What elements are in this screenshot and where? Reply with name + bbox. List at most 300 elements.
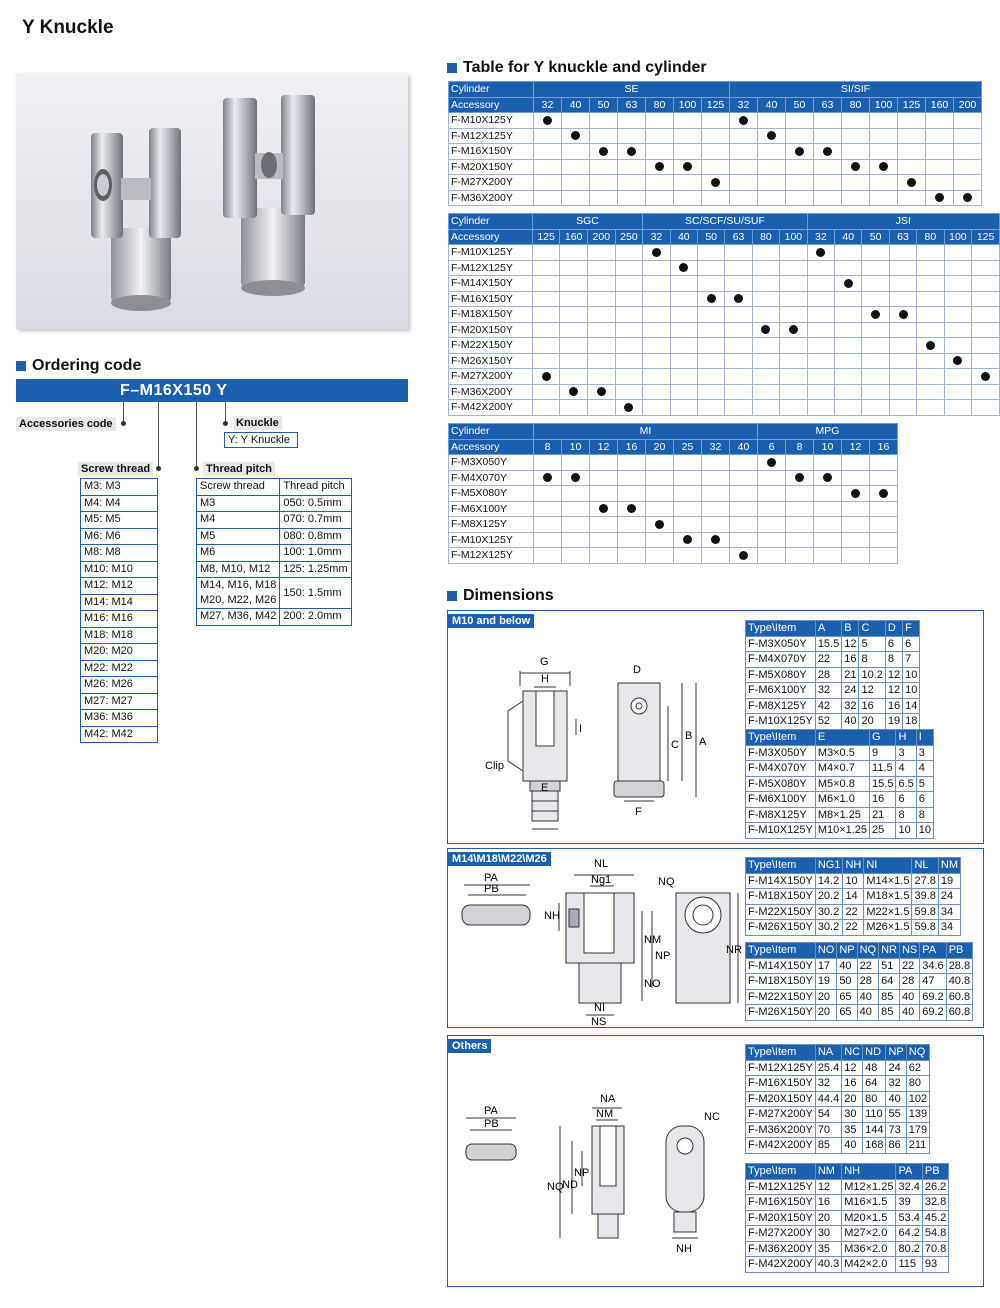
dimension-cell: 32.8 (922, 1195, 948, 1211)
screw-thread-cell: M20: M20 (81, 644, 158, 661)
dimension-row (746, 1005, 973, 1021)
dimension-row (746, 1122, 930, 1138)
compat-cell (646, 470, 674, 486)
compat-cell (670, 338, 697, 354)
dimension-header-cell: NM (815, 1164, 841, 1180)
compat-cell (814, 470, 842, 486)
dimension-cell: 6 (903, 636, 920, 652)
dimension-header-cell: H (896, 730, 916, 746)
compat-cell (532, 322, 560, 338)
dimension-table (745, 729, 934, 839)
compat-cell (972, 307, 1000, 323)
compat-cell (670, 307, 697, 323)
compat-cell (534, 517, 562, 533)
dimension-cell: F-M42X200Y (746, 1257, 816, 1273)
cylinder-group: SI/SIF (730, 82, 982, 98)
accessory-name: F-M22X150Y (449, 338, 533, 354)
compat-cell (618, 128, 646, 144)
pitch-cell: 200: 2.0mm (280, 609, 351, 626)
compat-cell (643, 353, 670, 369)
compat-cell (917, 245, 944, 261)
compat-cell (588, 338, 616, 354)
compat-cell (972, 400, 1000, 416)
compat-cell (835, 338, 862, 354)
accessory-row (449, 245, 1000, 261)
dimension-cell: 85 (815, 1138, 841, 1154)
screw-thread-row (81, 660, 158, 677)
accessory-row (449, 190, 982, 206)
compat-cell (842, 455, 870, 471)
bore-size: 63 (618, 97, 646, 113)
compat-cell (780, 384, 808, 400)
compat-cell (697, 338, 724, 354)
dimension-header-cell: ND (863, 1045, 886, 1061)
compat-cell (807, 245, 834, 261)
dimension-header-cell: D (885, 621, 902, 637)
accessory-row (449, 548, 898, 564)
compat-cell (862, 322, 889, 338)
compat-cell (889, 276, 916, 292)
compat-cell (889, 400, 916, 416)
dimension-cell: 22 (843, 904, 864, 920)
compat-cell (780, 307, 808, 323)
dimension-cell: 10 (843, 873, 864, 889)
dimension-cell: 211 (906, 1138, 929, 1154)
dimension-cell: F-M36X200Y (746, 1122, 816, 1138)
dimension-cell: 32 (886, 1076, 906, 1092)
compat-cell (786, 175, 814, 191)
compatible-dot-icon (543, 473, 552, 482)
ordering-code-bar: F–M16X150 Y (16, 379, 408, 402)
dimension-row (746, 1241, 949, 1257)
compat-cell (725, 276, 752, 292)
pitch-cell: 125: 1.25mm (280, 561, 351, 578)
section-square-icon (447, 63, 457, 73)
compat-cell (842, 190, 870, 206)
compat-cell (560, 276, 588, 292)
compat-cell (615, 245, 643, 261)
compat-cell (917, 291, 944, 307)
label-ns: NS (591, 1016, 607, 1028)
dimension-cell: 22 (857, 958, 879, 974)
bore-size: 10 (562, 439, 590, 455)
bore-size: 12 (590, 439, 618, 455)
dimension-cell: 12 (842, 636, 859, 652)
dimension-header-row (746, 1045, 930, 1061)
compatible-dot-icon (542, 372, 551, 381)
pitch-cell: 080: 0.8mm (280, 528, 351, 545)
dimension-cell: 53.4 (896, 1210, 922, 1226)
compatible-dot-icon (571, 131, 580, 140)
dimension-cell: 32 (815, 683, 841, 699)
dimension-row (746, 1076, 930, 1092)
dim-table-m14-b (745, 942, 973, 1021)
compat-cell (534, 501, 562, 517)
dimension-cell: 16 (870, 792, 896, 808)
compatible-dot-icon (599, 147, 608, 156)
compat-cell (562, 128, 590, 144)
compat-cell (758, 113, 786, 129)
compat-cell (752, 369, 779, 385)
compat-cell (725, 369, 752, 385)
dimension-cell: M42×2.0 (842, 1257, 896, 1273)
accessory-label: Accessory (449, 97, 534, 113)
compat-cell (725, 322, 752, 338)
compat-cell (643, 245, 670, 261)
cylinder-group: MI (534, 424, 758, 440)
bore-size: 50 (697, 229, 724, 245)
compatible-dot-icon (569, 387, 578, 396)
accessory-name: F-M16X150Y (449, 144, 534, 160)
dimension-cell: 144 (863, 1122, 886, 1138)
bore-size: 80 (842, 97, 870, 113)
compatible-dot-icon (767, 458, 776, 467)
dimension-cell: 47 (920, 974, 946, 990)
dimension-cell: 115 (896, 1257, 922, 1273)
compatible-dot-icon (679, 263, 688, 272)
dimension-cell: 50 (837, 974, 857, 990)
dimension-row (746, 1179, 949, 1195)
compat-cell (786, 455, 814, 471)
compat-cell (590, 548, 618, 564)
dimension-cell: 93 (922, 1257, 948, 1273)
compat-cell (780, 353, 808, 369)
compat-cell (870, 128, 898, 144)
label-pb: PB (484, 883, 499, 895)
bore-size: 40 (758, 97, 786, 113)
compat-cell (643, 384, 670, 400)
dimension-cell: F-M20X150Y (746, 1091, 816, 1107)
cylinder-header-row (449, 424, 898, 440)
dimension-cell: 28 (857, 974, 879, 990)
dimension-row (746, 636, 920, 652)
compat-cell (702, 517, 730, 533)
compat-cell (758, 175, 786, 191)
compat-cell (588, 384, 616, 400)
accessory-name: F-M27X200Y (449, 175, 534, 191)
dimension-cell: 65 (837, 1005, 857, 1021)
compat-cell (842, 470, 870, 486)
dimension-cell: M22×1.5 (864, 904, 912, 920)
dimension-cell: F-M5X080Y (746, 776, 816, 792)
dimension-cell: M3×0.5 (815, 745, 869, 761)
dimension-cell: M12×1.25 (842, 1179, 896, 1195)
bore-size: 50 (590, 97, 618, 113)
compat-cell (758, 128, 786, 144)
dimension-header-cell: B (842, 621, 859, 637)
dimension-header-cell: NQ (857, 943, 879, 959)
dim-panel-others (447, 1035, 984, 1287)
compat-cell (532, 338, 560, 354)
dimension-cell: M16×1.5 (842, 1195, 896, 1211)
compat-cell (730, 501, 758, 517)
bore-size: 8 (534, 439, 562, 455)
cylinder-table (448, 81, 982, 206)
label-nh: NH (676, 1243, 692, 1255)
compat-cell (646, 548, 674, 564)
bore-header-row (449, 97, 982, 113)
cylinder-group: MPG (758, 424, 898, 440)
label-pb: PB (484, 1118, 499, 1130)
compat-cell (730, 532, 758, 548)
bore-size: 10 (814, 439, 842, 455)
dimension-cell: 35 (842, 1122, 863, 1138)
dimension-row (746, 1210, 949, 1226)
compat-cell (730, 113, 758, 129)
dimension-row (746, 904, 961, 920)
compat-cell (697, 260, 724, 276)
dimension-cell: 20 (842, 1091, 863, 1107)
accessory-row (449, 532, 898, 548)
compatible-dot-icon (816, 248, 825, 257)
dimension-cell: 62 (906, 1060, 929, 1076)
dimension-row (746, 920, 961, 936)
dimension-cell: F-M16X150Y (746, 1076, 816, 1092)
pitch-cell: M6 (197, 545, 280, 562)
dimension-header-cell: A (815, 621, 841, 637)
dimension-cell: 48 (863, 1060, 886, 1076)
screw-thread-row (81, 611, 158, 628)
dimension-header-cell: NA (815, 1045, 841, 1061)
compat-cell (534, 159, 562, 175)
compat-cell (674, 113, 702, 129)
dimension-row (746, 958, 973, 974)
compatible-dot-icon (844, 279, 853, 288)
accessory-row (449, 128, 982, 144)
cylinder-header-row (449, 214, 1000, 230)
compat-cell (758, 501, 786, 517)
compat-cell (780, 291, 808, 307)
cylinder-label: Cylinder (449, 424, 534, 440)
pitch-cell: M5 (197, 528, 280, 545)
compat-cell (674, 486, 702, 502)
compatible-dot-icon (597, 387, 606, 396)
compat-cell (562, 113, 590, 129)
compat-cell (730, 175, 758, 191)
bore-header-row (449, 439, 898, 455)
compat-cell (752, 276, 779, 292)
compat-cell (814, 128, 842, 144)
dimension-cell: M36×2.0 (842, 1241, 896, 1257)
accessory-name: F-M10X125Y (449, 245, 533, 261)
panel-tag: Others (448, 1039, 491, 1053)
screw-thread-row (81, 545, 158, 562)
accessory-name: F-M36X200Y (449, 190, 534, 206)
dimension-row (746, 1107, 930, 1123)
compat-cell (646, 159, 674, 175)
screw-thread-cell: M36: M36 (81, 710, 158, 727)
compat-cell (532, 384, 560, 400)
knuckle-label: Knuckle (233, 416, 282, 430)
dimension-cell: 85 (879, 989, 900, 1005)
dimension-cell: F-M10X125Y (746, 823, 816, 839)
compat-cell (972, 369, 1000, 385)
label-i: I (579, 723, 583, 735)
compat-cell (560, 245, 588, 261)
compat-cell (532, 276, 560, 292)
compat-cell (618, 190, 646, 206)
bore-size: 100 (870, 97, 898, 113)
compat-cell (532, 260, 560, 276)
dimension-row (746, 807, 934, 823)
pitch-cell: M4 (197, 512, 280, 529)
dimension-header-cell: NI (864, 858, 912, 874)
dimension-row (746, 683, 920, 699)
pitch-header-row (197, 479, 352, 496)
compat-cell (725, 291, 752, 307)
compatible-dot-icon (711, 178, 720, 187)
dimension-row (746, 1226, 949, 1242)
dimension-cell: 5 (859, 636, 885, 652)
compat-cell (972, 291, 1000, 307)
compat-cell (807, 276, 834, 292)
compat-cell (730, 159, 758, 175)
label-d: D (633, 664, 641, 676)
compat-cell (752, 353, 779, 369)
compat-cell (758, 532, 786, 548)
compat-cell (697, 291, 724, 307)
dimension-cell: 22 (899, 958, 919, 974)
dimension-cell: 40 (842, 1138, 863, 1154)
compat-cell (618, 144, 646, 160)
dimension-cell: 32.4 (896, 1179, 922, 1195)
pitch-cell: 070: 0.7mm (280, 512, 351, 529)
compat-cell (944, 245, 972, 261)
dimension-cell: 39.8 (912, 889, 938, 905)
bore-size: 32 (730, 97, 758, 113)
compat-cell (758, 470, 786, 486)
compat-cell (702, 470, 730, 486)
dimension-header-cell: PA (920, 943, 946, 959)
compat-cell (534, 548, 562, 564)
compat-cell (588, 322, 616, 338)
dimension-cell: F-M3X050Y (746, 745, 816, 761)
accessory-name: F-M10X125Y (449, 113, 534, 129)
label-ng1: Ng1 (591, 874, 612, 886)
compat-cell (758, 486, 786, 502)
accessory-name: F-M20X150Y (449, 159, 534, 175)
dimension-table (745, 620, 920, 730)
compatible-dot-icon (734, 294, 743, 303)
dimension-cell: M14×1.5 (864, 873, 912, 889)
compat-cell (870, 144, 898, 160)
compat-cell (618, 532, 646, 548)
compat-cell (588, 400, 616, 416)
dimension-cell: 54 (815, 1107, 841, 1123)
compat-cell (702, 455, 730, 471)
compat-cell (758, 144, 786, 160)
compat-cell (590, 113, 618, 129)
compatible-dot-icon (907, 178, 916, 187)
dimension-cell: M20×1.5 (842, 1210, 896, 1226)
compat-cell (674, 532, 702, 548)
dimension-header-cell: NH (843, 858, 864, 874)
compat-cell (643, 322, 670, 338)
compat-cell (615, 400, 643, 416)
dimension-cell: F-M16X150Y (746, 1195, 816, 1211)
compat-cell (889, 260, 916, 276)
compat-cell (646, 517, 674, 533)
compat-cell (618, 175, 646, 191)
compat-cell (842, 159, 870, 175)
bore-size: 32 (702, 439, 730, 455)
cylinder-group: SGC (532, 214, 642, 230)
label-c: C (671, 739, 679, 751)
compat-cell (618, 517, 646, 533)
dimension-cell: 20 (815, 989, 837, 1005)
dimension-table (745, 857, 961, 936)
compatible-dot-icon (599, 504, 608, 513)
compat-cell (898, 128, 926, 144)
dimension-header-cell: NC (842, 1045, 863, 1061)
screw-thread-cell: M26: M26 (81, 677, 158, 694)
screw-thread-row (81, 710, 158, 727)
compat-cell (786, 517, 814, 533)
compat-cell (807, 338, 834, 354)
dimension-cell: 17 (815, 958, 837, 974)
dim-panel-m14-m26 (447, 848, 984, 1028)
compat-cell (972, 276, 1000, 292)
bore-size: 63 (889, 229, 916, 245)
screw-thread-cell: M42: M42 (81, 726, 158, 743)
dimension-cell: 3 (916, 745, 933, 761)
compat-cell (532, 291, 560, 307)
bore-size: 50 (862, 229, 889, 245)
compat-cell (615, 260, 643, 276)
compatible-dot-icon (627, 504, 636, 513)
dimension-header-cell: Type\Item (746, 1164, 816, 1180)
compat-cell (835, 291, 862, 307)
bore-size: 6 (758, 439, 786, 455)
compat-cell (702, 190, 730, 206)
compat-cell (646, 455, 674, 471)
dimension-cell: 64.2 (896, 1226, 922, 1242)
dimension-cell: 59.8 (912, 904, 938, 920)
dimension-header-cell: NR (879, 943, 900, 959)
compat-cell (725, 260, 752, 276)
compat-cell (862, 260, 889, 276)
dimension-row (746, 1257, 949, 1273)
dimension-header-cell: Type\Item (746, 730, 816, 746)
thread-pitch-table (196, 478, 352, 626)
accessory-row (449, 400, 1000, 416)
dimension-header-cell: E (815, 730, 869, 746)
compat-cell (870, 517, 898, 533)
compat-cell (889, 338, 916, 354)
dimension-cell: 16 (842, 1076, 863, 1092)
compat-cell (697, 245, 724, 261)
cylinder-label: Cylinder (449, 214, 533, 230)
label-b: B (685, 730, 693, 742)
dimension-cell: 8 (916, 807, 933, 823)
compat-cell (534, 470, 562, 486)
compat-cell (786, 113, 814, 129)
dimension-cell: 7 (903, 652, 920, 668)
compat-cell (670, 276, 697, 292)
bore-size: 12 (842, 439, 870, 455)
compat-cell (670, 245, 697, 261)
compat-cell (780, 276, 808, 292)
dimension-cell: M26×1.5 (864, 920, 912, 936)
dimension-cell: 35 (815, 1241, 841, 1257)
dimension-cell: 64 (863, 1076, 886, 1092)
dimension-cell: 30.2 (815, 904, 843, 920)
compatible-dot-icon (761, 325, 770, 334)
compat-cell (862, 369, 889, 385)
compat-cell (560, 353, 588, 369)
compat-cell (588, 353, 616, 369)
dimension-cell: 40 (899, 989, 919, 1005)
